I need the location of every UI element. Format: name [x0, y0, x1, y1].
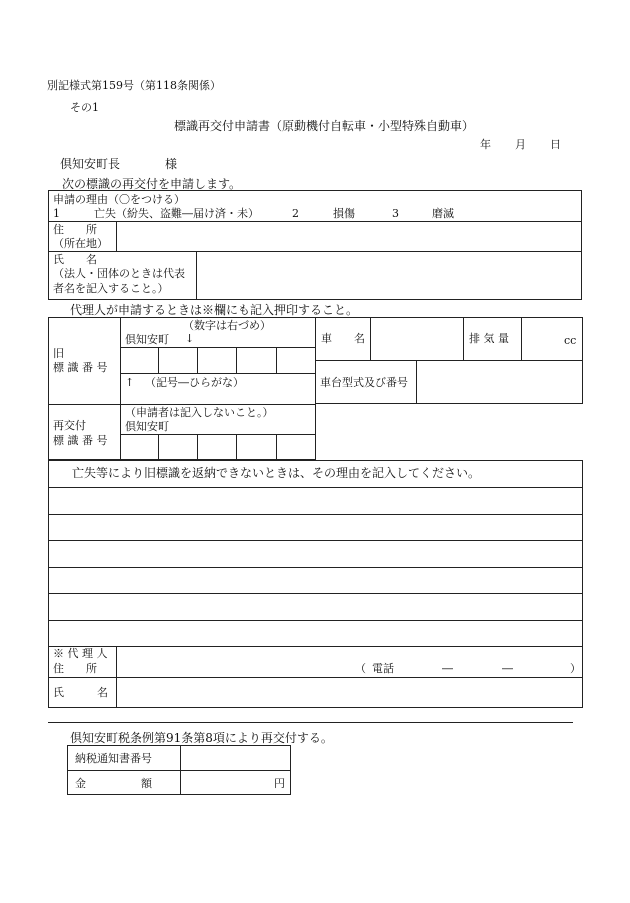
office-divider — [48, 722, 573, 723]
reason-option-1-number: 1 — [53, 207, 60, 220]
name-note-line2: 者名を記入すること。） — [53, 282, 169, 295]
reason-option-lost[interactable]: 亡失（紛失、盗難―届け済・未） — [94, 207, 259, 220]
office-statement: 倶知安町税条例第91条第8項により再交付する。 — [70, 731, 333, 745]
reason-option-damaged[interactable]: 損傷 — [333, 207, 355, 220]
new-plate-note: （申請者は記入しないこと。） — [125, 406, 274, 419]
agent-address-field[interactable] — [118, 647, 354, 676]
phone-open-paren: （ — [355, 662, 366, 675]
col-divider — [196, 251, 197, 300]
intro-text: 次の標識の再交付を申請します。 — [62, 177, 242, 191]
date-month-label: 月 — [515, 138, 526, 151]
reason-option-2-number: 2 — [292, 207, 299, 220]
address-label-sub: （所在地） — [53, 237, 108, 250]
new-plate-town: 倶知安町 — [125, 420, 169, 433]
name-note-line1: （法人・団体のときは代表 — [53, 267, 185, 280]
agent-name-label: 氏 名 — [53, 686, 108, 699]
cc-unit: cc — [564, 334, 577, 347]
date-day-label: 日 — [550, 138, 561, 151]
addressee-honorific: 様 — [165, 157, 178, 171]
return-reason-field[interactable] — [50, 489, 581, 644]
old-plate-label-sub: 標 識 番 号 — [53, 361, 108, 374]
old-plate-note: （数字は右づめ） — [183, 319, 271, 332]
new-plate-label: 再交付 — [53, 419, 86, 432]
chassis-label: 車台型式及び番号 — [320, 376, 408, 389]
date-year-label: 年 — [480, 138, 491, 151]
kigo-note: （記号―ひらがな） — [145, 376, 244, 389]
phone-label: 電話 — [372, 662, 394, 675]
applicant-name-field[interactable] — [198, 252, 580, 299]
chassis-field[interactable] — [418, 361, 581, 403]
addressee: 倶知安町長 — [60, 157, 121, 171]
reason-option-3-number: 3 — [392, 207, 399, 220]
name-label: 氏 名 — [53, 253, 97, 266]
col-divider — [120, 317, 121, 460]
amount-label: 金 額 — [75, 777, 152, 790]
vehicle-name-label: 車 名 — [321, 332, 365, 345]
tax-notice-number-label: 納税通知書番号 — [75, 752, 152, 765]
agent-note: 代理人が申請するときは※欄にも記入押印すること。 — [70, 303, 359, 317]
up-arrow-icon: ↑ — [125, 376, 135, 389]
agent-label: ※ 代 理 人 — [53, 647, 108, 660]
yen-unit: 円 — [274, 777, 285, 790]
down-arrow-icon: ↓ — [185, 332, 195, 345]
displacement-label: 排 気 量 — [469, 332, 509, 345]
return-note: 亡失等により旧標識を返納できないときは、その理由を記入してください。 — [72, 466, 481, 480]
col-divider — [116, 221, 117, 251]
tax-notice-number-field[interactable] — [182, 746, 290, 769]
phone-dash-2: ― — [502, 662, 513, 675]
row-divider — [48, 404, 316, 405]
old-plate-label: 旧 — [53, 347, 64, 360]
form-title: 標識再交付申請書（原動機付自転車・小型特殊自動車） — [174, 119, 475, 133]
address-label: 住 所 — [53, 223, 97, 236]
form-sub-number: その1 — [70, 101, 99, 114]
applicant-address-field[interactable] — [118, 222, 580, 250]
phone-dash-1: ― — [442, 662, 453, 675]
form-number: 別記様式第159号（第118条関係） — [47, 79, 221, 92]
reason-option-worn[interactable]: 磨滅 — [432, 207, 454, 220]
new-plate-label-sub: 標 識 番 号 — [53, 434, 108, 447]
vehicle-name-field[interactable] — [372, 318, 461, 359]
agent-address-label: 住 所 — [53, 662, 97, 675]
old-plate-town: 倶知安町 — [125, 333, 169, 346]
phone-close-paren: ） — [570, 662, 581, 675]
reason-label: 申請の理由（〇をつける） — [53, 193, 185, 206]
agent-name-field[interactable] — [118, 678, 581, 707]
